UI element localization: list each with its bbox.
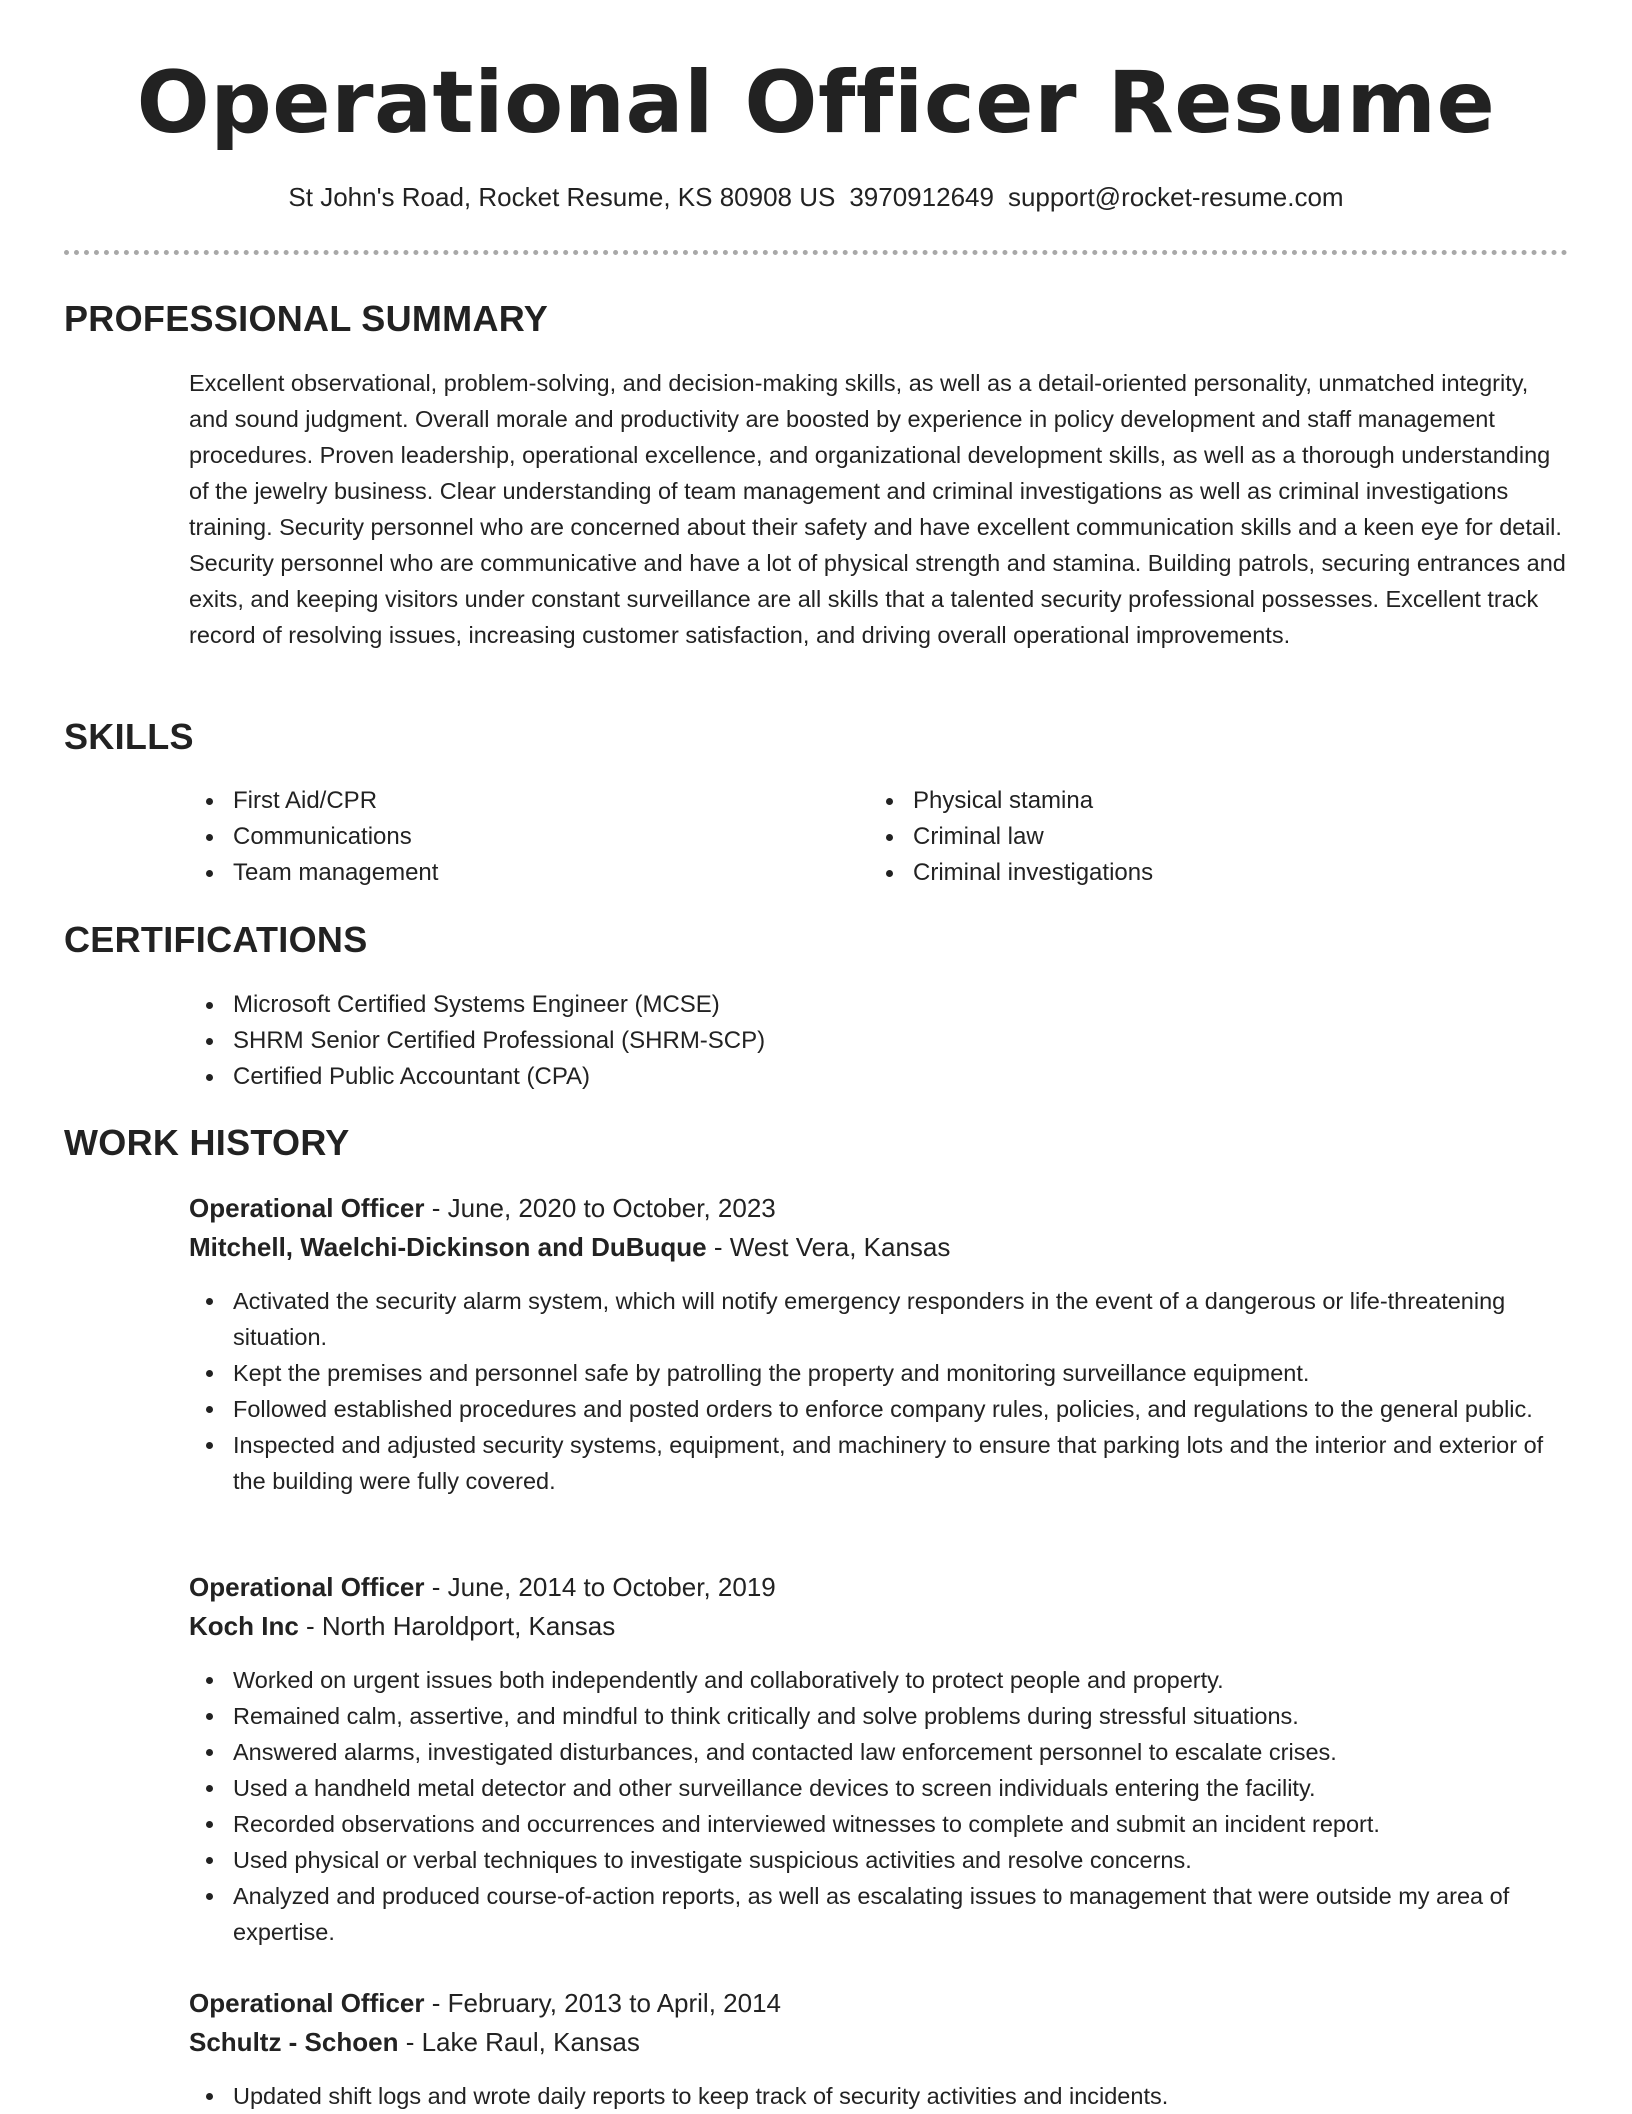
job-dates: - June, 2014 to October, 2019 (424, 1572, 776, 1602)
certification-item: Certified Public Accountant (CPA) (189, 1059, 1489, 1095)
job-company-line (189, 1608, 615, 1644)
job-bullet: Activated the security alarm system, which will notify emergency responders in the event of a dangerous or life-threatening situation. (189, 1283, 1569, 1355)
skill-item: Criminal law (869, 819, 1529, 855)
skill-item: Physical stamina (869, 783, 1529, 819)
job-bullet: Worked on urgent issues both independently and collaboratively to protect people and property. (189, 1662, 1569, 1698)
job-bullet: Followed established procedures and posted orders to enforce company rules, policies, and regulations to the general public. (189, 1391, 1569, 1427)
skills-heading: SKILLS (64, 716, 194, 757)
job-dates: - June, 2020 to October, 2023 (424, 1193, 776, 1223)
skills-list-right (869, 783, 1529, 891)
contact-address: St John's Road, Rocket Resume, KS 80908 US (288, 182, 836, 212)
contact-email: support@rocket-resume.com (1007, 182, 1344, 212)
job-bullet: Answered alarms, investigated disturbances, and contacted law enforcement personnel to escalate crises. (189, 1734, 1569, 1770)
work-history-heading: WORK HISTORY (64, 1122, 350, 1163)
job-bullet: Remained calm, assertive, and mindful to think critically and solve problems during stressful situations. (189, 1698, 1569, 1734)
contact-line (0, 181, 1632, 215)
job-bullet: Analyzed and produced course-of-action reports, as well as escalating issues to management that were outside my area of expertise. (189, 1878, 1569, 1950)
certifications-list (189, 987, 1489, 1095)
certifications-heading: CERTIFICATIONS (64, 919, 368, 960)
certification-item: SHRM Senior Certified Professional (SHRM-SCP) (189, 1023, 1489, 1059)
job-bullet: Kept the premises and personnel safe by patrolling the property and monitoring surveillance equipment. (189, 1355, 1569, 1391)
job-location: - West Vera, Kansas (706, 1232, 951, 1262)
job-company: Koch Inc (189, 1611, 299, 1641)
job-company-line (189, 1229, 950, 1265)
certification-item: Microsoft Certified Systems Engineer (MCSE) (189, 987, 1489, 1023)
job-title-line (189, 1569, 776, 1605)
job-company: Mitchell, Waelchi-Dickinson and DuBuque (189, 1232, 707, 1262)
job-title: Operational Officer (189, 1193, 425, 1223)
skill-item: Team management (189, 855, 849, 891)
skill-item: Communications (189, 819, 849, 855)
summary-heading: PROFESSIONAL SUMMARY (64, 298, 549, 339)
job-company: Schultz - Schoen (189, 2027, 399, 2057)
resume-title: Operational Officer Resume (136, 53, 1496, 153)
job-title: Operational Officer (189, 1988, 425, 2018)
job-bullet: Used a handheld metal detector and other surveillance devices to screen individuals entering the facility. (189, 1770, 1569, 1806)
skill-item: Criminal investigations (869, 855, 1529, 891)
job-dates: - February, 2013 to April, 2014 (424, 1988, 781, 2018)
job-bullets (189, 2078, 1569, 2114)
job-title: Operational Officer (189, 1572, 425, 1602)
job-location: - North Haroldport, Kansas (298, 1611, 616, 1641)
skill-item: First Aid/CPR (189, 783, 849, 819)
job-title-line (189, 1985, 781, 2021)
job-title-line (189, 1190, 776, 1226)
job-bullet: Recorded observations and occurrences and interviewed witnesses to complete and submit an incident report. (189, 1806, 1569, 1842)
job-bullets (189, 1283, 1569, 1499)
header-divider (64, 250, 1568, 255)
job-location: - Lake Raul, Kansas (398, 2027, 640, 2057)
job-bullet: Used physical or verbal techniques to investigate suspicious activities and resolve concerns. (189, 1842, 1569, 1878)
job-bullet: Updated shift logs and wrote daily reports to keep track of security activities and incidents. (189, 2078, 1569, 2114)
summary-text: Excellent observational, problem-solving, and decision-making skills, as well as a detail-oriented personality, unmatched integrity, and sound judgment. Overall morale and productivity are boosted by experience in policy development and staff management procedures. Proven leadership, operational excellence, and organizational development skills, as well as a thorough understanding of the jewelry business. Clear understanding of team management and criminal investigations as well as criminal investigations training. Security personnel who are concerned about their safety and have excellent communication skills and a keen eye for detail. Security personnel who are communicative and have a lot of physical strength and stamina. Building patrols, securing entrances and exits, and keeping visitors under constant surveillance are all skills that a talented security professional possesses. Excellent track record of resolving issues, increasing customer satisfaction, and driving overall operational improvements. (189, 370, 1566, 648)
job-bullets (189, 1662, 1569, 1950)
skills-list-left (189, 783, 849, 891)
job-bullet: Inspected and adjusted security systems, equipment, and machinery to ensure that parking lots and the interior and exterior of the building were fully covered. (189, 1427, 1569, 1499)
job-company-line (189, 2024, 640, 2060)
contact-phone: 3970912649 (849, 182, 994, 212)
